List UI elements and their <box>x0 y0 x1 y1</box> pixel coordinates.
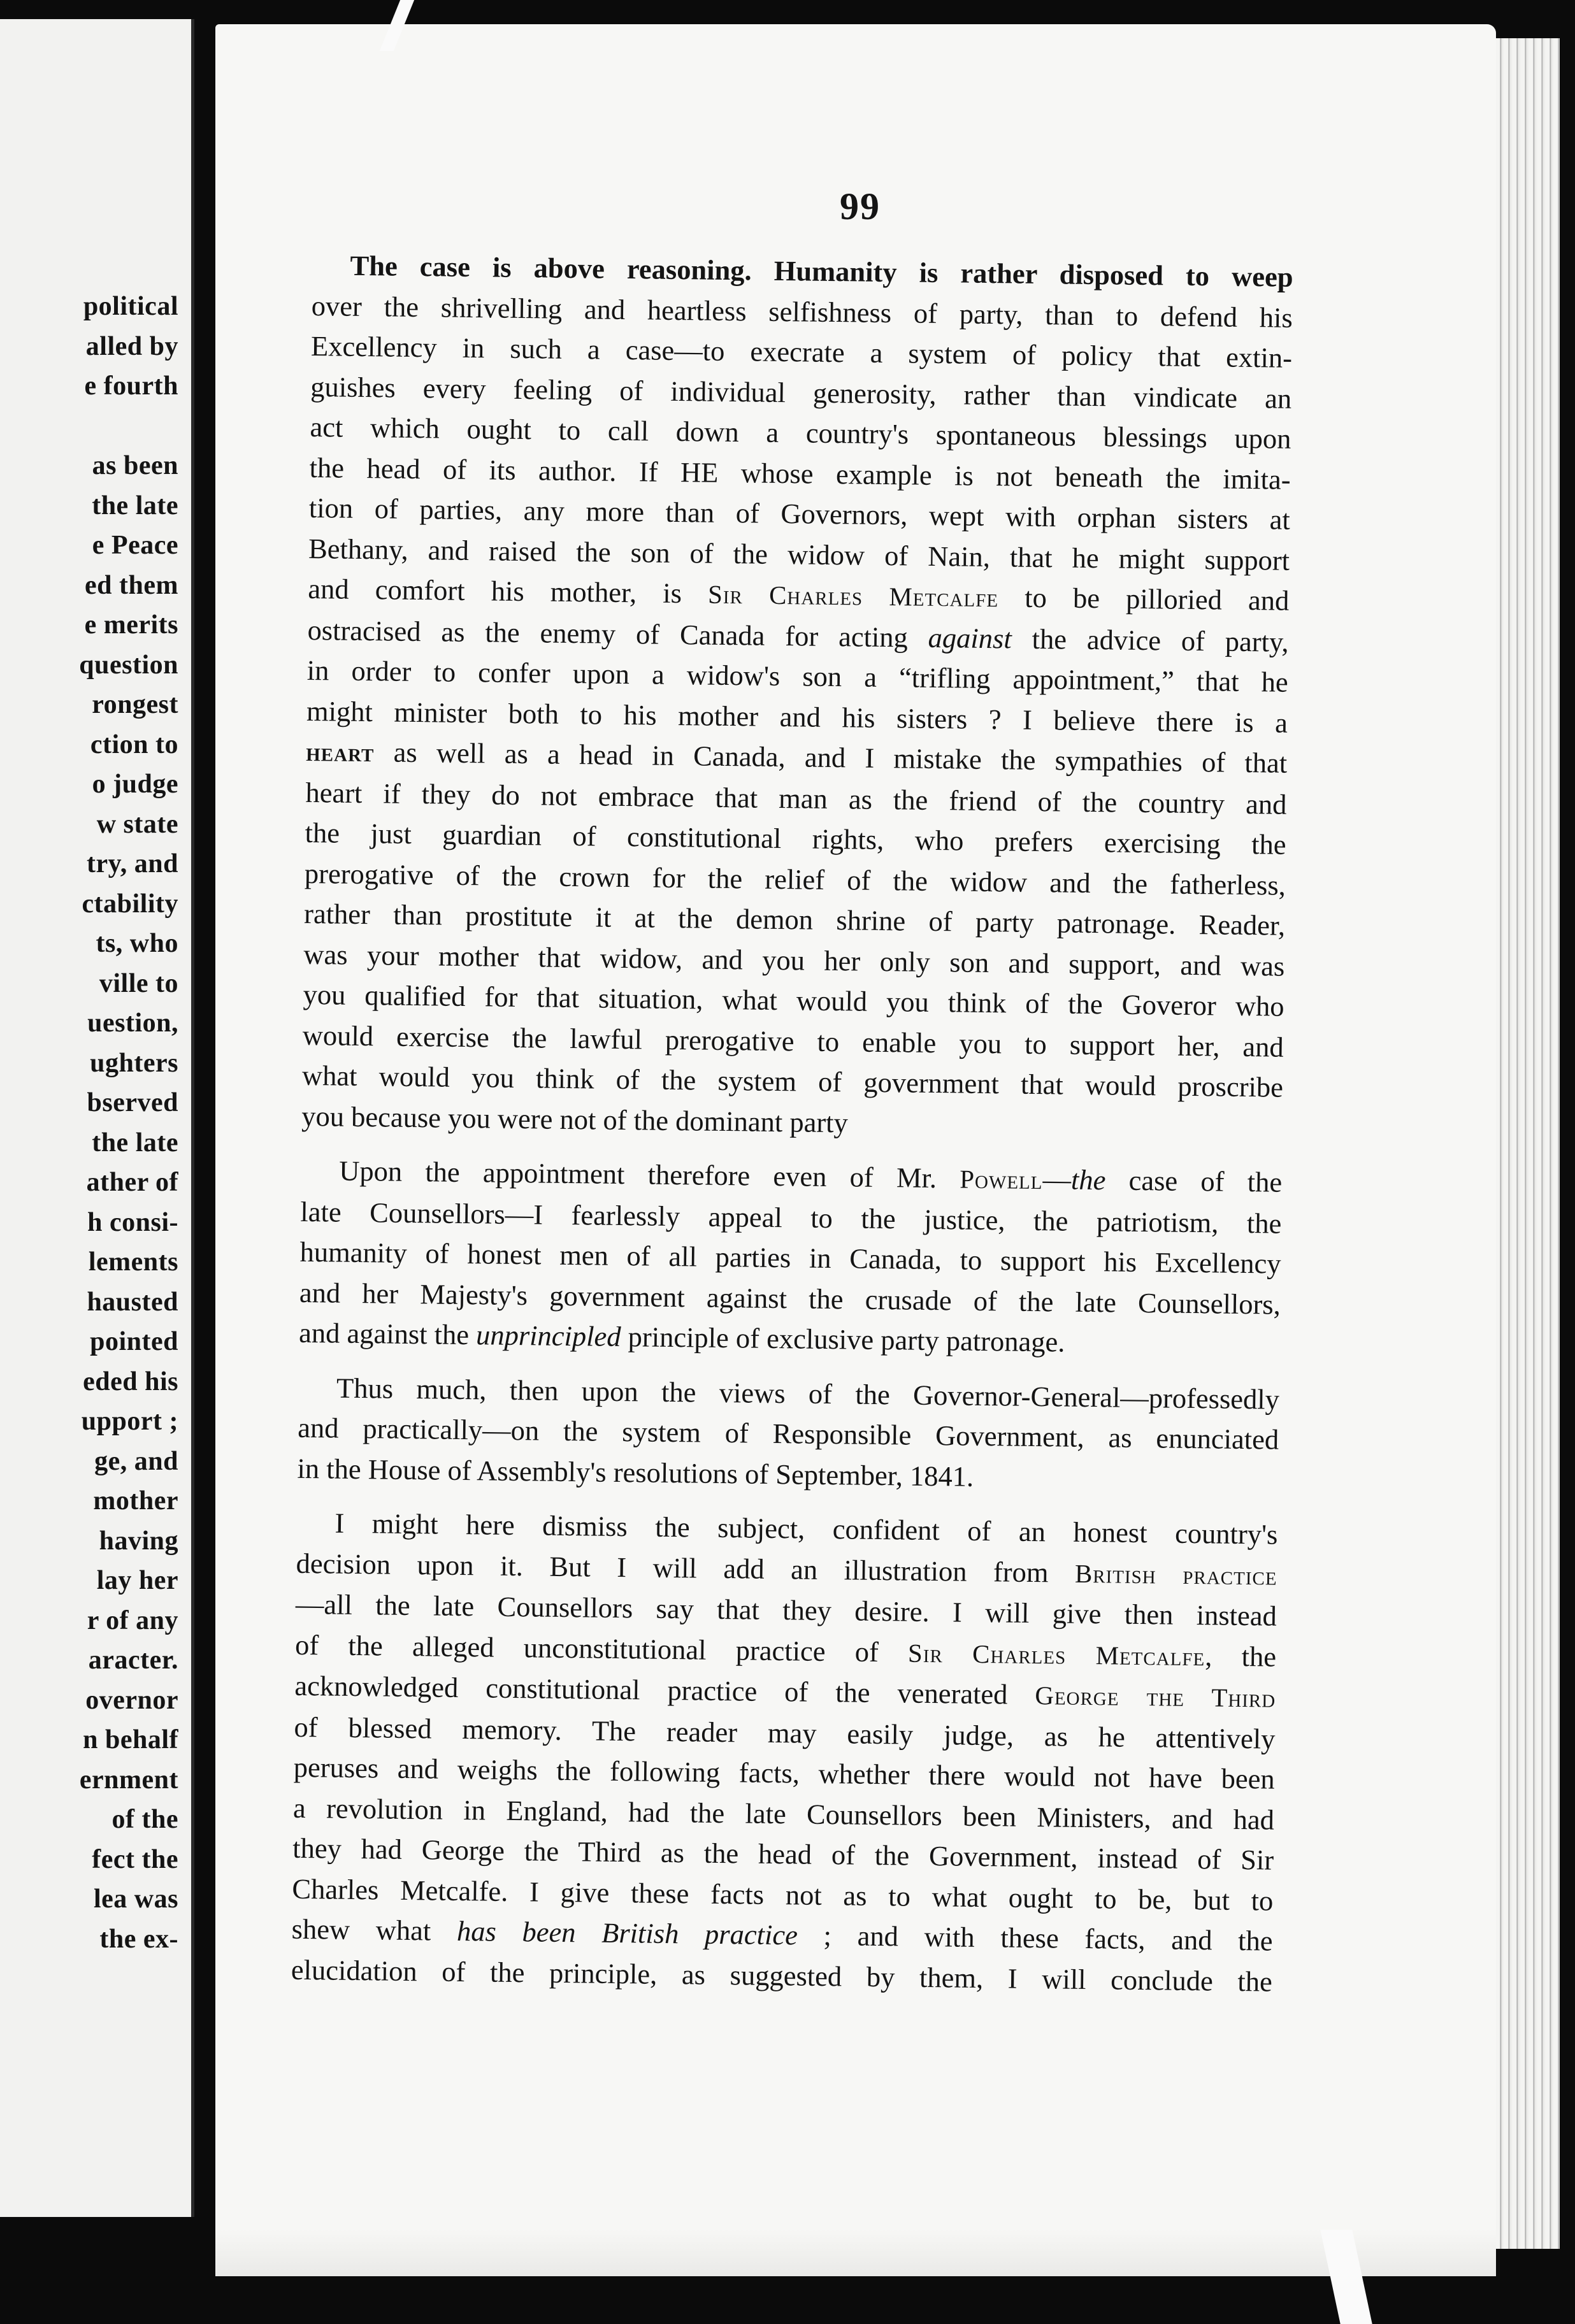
text-segment: case of the <box>1105 1164 1283 1198</box>
left-page-fragment: e merits <box>84 610 178 640</box>
left-page-fragment: political <box>83 292 178 321</box>
text-line: would exercise the lawful prerogative to enable you to support her, and <box>302 1019 1284 1063</box>
text-line: what would you think of the system of government that would proscribe <box>301 1059 1284 1103</box>
text-segment: of the alleged unconstitutional practice of <box>294 1628 909 1668</box>
text-segment: Upon the appointment therefore even of Mr. <box>338 1154 960 1194</box>
text-segment: the advice of party, <box>1011 622 1289 658</box>
name-george-the-third: George the Third <box>1035 1681 1276 1713</box>
text-line: in the House of Assembly's resolutions of September, 1841. <box>297 1452 974 1493</box>
paragraph-1 <box>301 245 1293 1149</box>
left-page-fragment: of the <box>111 1805 178 1834</box>
left-page-fragment: h consi- <box>87 1207 178 1237</box>
text-line: you because you were not of the dominant party <box>301 1100 849 1138</box>
text-line: over the shrivelling and heartless selfishness of party, than to defend his <box>311 289 1293 334</box>
text-segment: and against the <box>298 1316 477 1351</box>
text-line: the head of its author. If HE whose example is not beneath the imita- <box>309 451 1291 496</box>
left-page-fragment: ed them <box>85 570 178 600</box>
text-line: I might here dismiss the subject, confident of an honest country's <box>334 1507 1278 1551</box>
text-line: late Counsellors—I fearlessly appeal to the justice, the patriotism, the <box>300 1195 1282 1240</box>
left-page-fragment: o judge <box>92 770 178 799</box>
left-page-fragment: w state <box>96 809 178 839</box>
text-line: you qualified for that situation, what would you think of the Goveror who <box>303 978 1284 1022</box>
text-line: a revolution in England, had the late Counsellors been Ministers, and had <box>292 1791 1275 1836</box>
left-page-fragment: ctability <box>82 889 178 919</box>
left-page-fragment: ts, who <box>96 929 178 958</box>
text-line: and practically—on the system of Responsible Government, as enunciated <box>298 1411 1279 1456</box>
left-page-fragment: aracter. <box>88 1646 178 1675</box>
text-segment: — <box>1042 1163 1072 1196</box>
emphasis-unprincipled: unprincipled <box>475 1319 621 1353</box>
paragraph-2 <box>299 1151 1283 1365</box>
left-page-fragment: hausted <box>87 1287 178 1317</box>
left-page-fragment: e fourth <box>84 371 178 401</box>
text-line: rather than prostitute it at the demon shrine of party patronage. Reader, <box>303 897 1286 942</box>
left-page-fragment: fect the <box>92 1844 178 1874</box>
text-segment: ostracised as the enemy of Canada for acting <box>307 613 929 654</box>
left-page-fragment: the late <box>92 491 178 520</box>
left-page-fragment: uestion, <box>87 1008 178 1038</box>
text-line: was your mother that widow, and you her only son and support, and was <box>303 938 1285 982</box>
left-page-fragment: lements <box>88 1247 178 1277</box>
body-text <box>291 245 1293 2002</box>
left-page-fragment: the late <box>92 1128 178 1158</box>
page-bottom-shadow <box>215 2230 1496 2276</box>
heart-emphasis: heart <box>306 737 375 768</box>
text-line: Bethany, and raised the son of the widow of Nain, that he might support <box>308 532 1290 577</box>
left-page-fragment: lay her <box>96 1566 178 1595</box>
text-segment: to be pilloried and <box>998 581 1290 617</box>
text-segment: decision upon it. But I will add an illustration from <box>296 1547 1075 1589</box>
paragraph-3 <box>297 1367 1279 1500</box>
left-page-fragment: ather of <box>86 1168 178 1197</box>
text-line: Charles Metcalfe. I give these facts not as to what ought to be, but to <box>292 1872 1274 1917</box>
text-line: they had George the Third as the head of the Government, instead of Sir <box>292 1832 1274 1876</box>
text-segment: as well as a head in Canada, and I mistake the sympathies of that <box>374 736 1288 779</box>
text-segment: ; and with these facts, and the <box>797 1919 1273 1957</box>
text-line: prerogative of the crown for the relief of the widow and the fatherless, <box>304 857 1286 901</box>
left-page-fragment: try, and <box>86 849 178 879</box>
page-edges <box>1496 38 1560 2249</box>
left-page-fragment: r of any <box>87 1605 178 1635</box>
left-page-fragment: question <box>79 650 178 680</box>
text-line: might minister both to his mother and his sisters ? I believe there is a <box>306 694 1288 739</box>
left-page-fragment: ction to <box>90 729 178 759</box>
name-powell: Powell <box>960 1165 1043 1195</box>
text-line: tion of parties, any more than of Governors, wept with orphan sisters at <box>308 491 1291 536</box>
left-page-fragment: having <box>99 1526 178 1556</box>
left-page-fragment: as been <box>92 451 178 480</box>
left-page-fragment: overnor <box>85 1685 178 1715</box>
left-page-fragment: ernment <box>79 1765 178 1795</box>
text-line: of blessed memory. The reader may easily judge, as he attentively <box>294 1711 1276 1755</box>
text-line: and her Majesty's government against the crusade of the late Counsellors, <box>299 1276 1281 1321</box>
left-page-fragment: bserved <box>87 1088 178 1117</box>
text-line: elucidation of the principle, as suggested by them, I will conclude the <box>291 1953 1273 1998</box>
text-line: guishes every feeling of individual generosity, rather than vindicate an <box>310 370 1292 415</box>
text-line: act which ought to call down a country's spontaneous blessings upon <box>310 410 1291 455</box>
left-page-fragment: mother <box>93 1486 178 1516</box>
left-page-fragment: eded his <box>83 1366 178 1396</box>
emphasis-the: the <box>1070 1163 1106 1196</box>
text-line: Thus much, then upon the views of the Governor-General—professedly <box>336 1372 1280 1416</box>
text-line: peruses and weighs the following facts, whether there would not have been <box>293 1751 1276 1795</box>
text-line: humanity of honest men of all parties in Canada, to support his Excellency <box>299 1235 1281 1280</box>
left-page-fragment: rongest <box>92 690 178 719</box>
left-page-fragment: the ex- <box>99 1924 178 1954</box>
name-sir-charles-metcalfe: Sir Charles Metcalfe <box>707 580 999 613</box>
left-page-fragment: n behalf <box>83 1725 178 1754</box>
left-page-fragment <box>0 406 178 447</box>
left-page-fragment: e Peace <box>92 531 178 560</box>
left-page-fragment: lea was <box>94 1884 178 1914</box>
text-segment: shew what <box>291 1912 457 1947</box>
left-page <box>0 19 194 2217</box>
paragraph-4 <box>291 1503 1278 2002</box>
name-sir-charles-metcalfe: Sir Charles Metcalfe <box>907 1639 1205 1671</box>
page-number: 99 <box>840 185 881 227</box>
text-line: in order to confer upon a widow's son a “trifling appointment,” that he <box>306 654 1289 698</box>
text-line: The case is above reasoning. Humanity is rather disposed to weep <box>350 249 1293 293</box>
text-segment: acknowledged constitutional practice of the venerated <box>294 1669 1035 1711</box>
left-page-fragment: alled by <box>85 331 178 361</box>
emphasis-british-practice: has been British practice <box>456 1914 798 1951</box>
text-segment: and comfort his mother, is <box>308 572 708 610</box>
left-page-fragment: ge, and <box>94 1446 178 1476</box>
text-line: heart if they do not embrace that man as the friend of the country and <box>305 776 1287 821</box>
british-practice-emphasis: British practice <box>1074 1559 1277 1591</box>
text-segment: principle of exclusive party patronage. <box>621 1321 1065 1358</box>
left-page-text-fragments <box>0 287 178 1959</box>
text-line: Excellency in such a case—to execrate a system of policy that extin- <box>310 329 1293 374</box>
emphasis-against: against <box>928 621 1012 654</box>
text-line: the just guardian of constitutional rights, who prefers exercising the <box>305 816 1286 861</box>
left-page-fragment: ughters <box>90 1048 178 1078</box>
left-page-fragment: pointed <box>90 1327 178 1356</box>
left-page-fragment: upport ; <box>81 1407 178 1436</box>
text-line: —all the late Counsellors say that they desire. I will give then instead <box>295 1588 1277 1632</box>
left-page-fragment: ville to <box>99 968 178 998</box>
text-segment: , the <box>1205 1639 1277 1673</box>
